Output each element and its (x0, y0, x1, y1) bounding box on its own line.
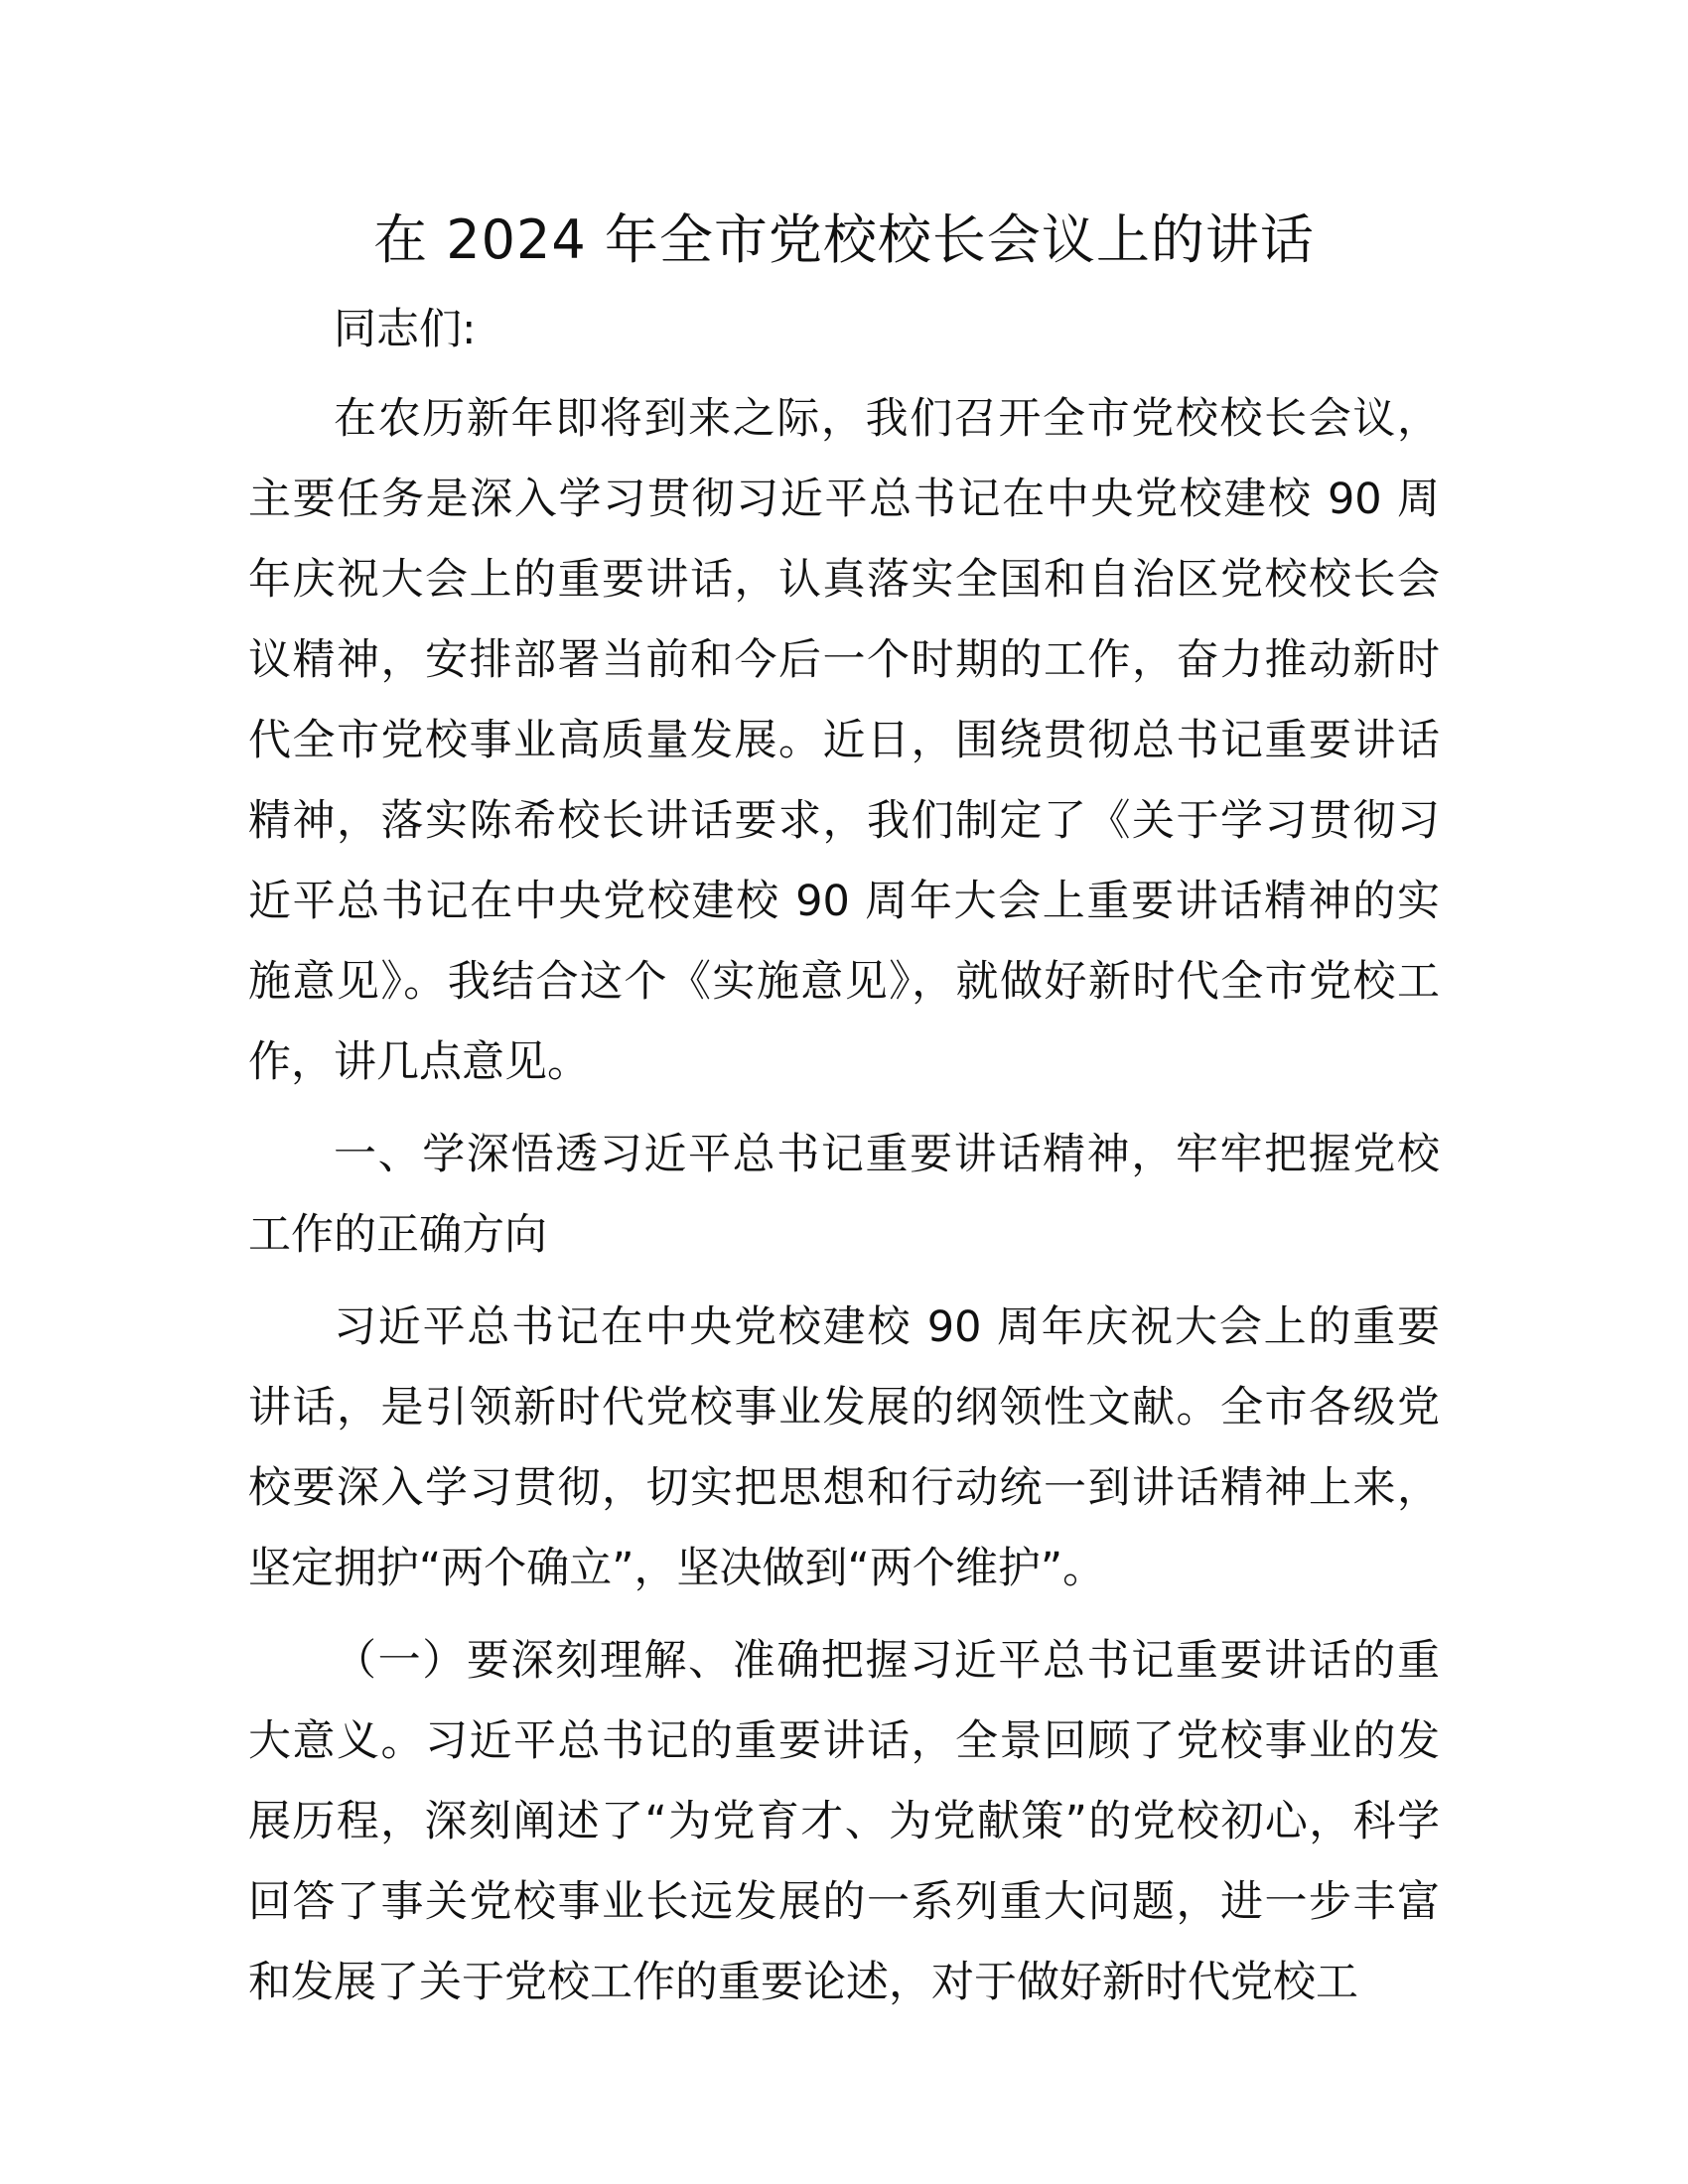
intro-paragraph: 在农历新年即将到来之际，我们召开全市党校校长会议，主要任务是深入学习贯彻习近平总书记在中央党校建校 90 周年庆祝大会上的重要讲话，认真落实全国和自治区党校校长会议精神，安排部署当前和今后一个时期的工作，奋力推动新时代全市党校事业高质量发展。近日，围绕贯彻总书记重要讲话精神，落实陈希校长讲话要求，我们制定了《关于学习贯彻习近平总书记在中央党校建校 90 周年大会上重要讲话精神的实施意见》。我结合这个《实施意见》，就做好新时代全市党校工作，讲几点意见。 (248, 394, 1440, 1087)
section-heading: 一、学深悟透习近平总书记重要讲话精神，牢牢把握党校工作的正确方向 (248, 1130, 1440, 1260)
section-paragraph: 习近平总书记在中央党校建校 90 周年庆祝大会上的重要讲话，是引领新时代党校事业发展的纲领性文献。全市各级党校要深入学习贯彻，切实把思想和行动统一到讲话精神上来，坚定拥护“两个确立”，坚决做到“两个维护”。 (248, 1302, 1440, 1593)
subsection-paragraph: （一）要深刻理解、准确把握习近平总书记重要讲话的重大意义。习近平总书记的重要讲话，全景回顾了党校事业的发展历程，深刻阐述了“为党育才、为党献策”的党校初心，科学回答了事关党校事业长远发展的一系列重大问题，进一步丰富和发展了关于党校工作的重要论述，对于做好新时代党校工 (248, 1636, 1440, 2007)
document-page (248, 199, 1440, 2035)
document-title: 在 2024 年全市党校校长会议上的讲话 (373, 208, 1315, 271)
salutation: 同志们: (334, 305, 477, 354)
